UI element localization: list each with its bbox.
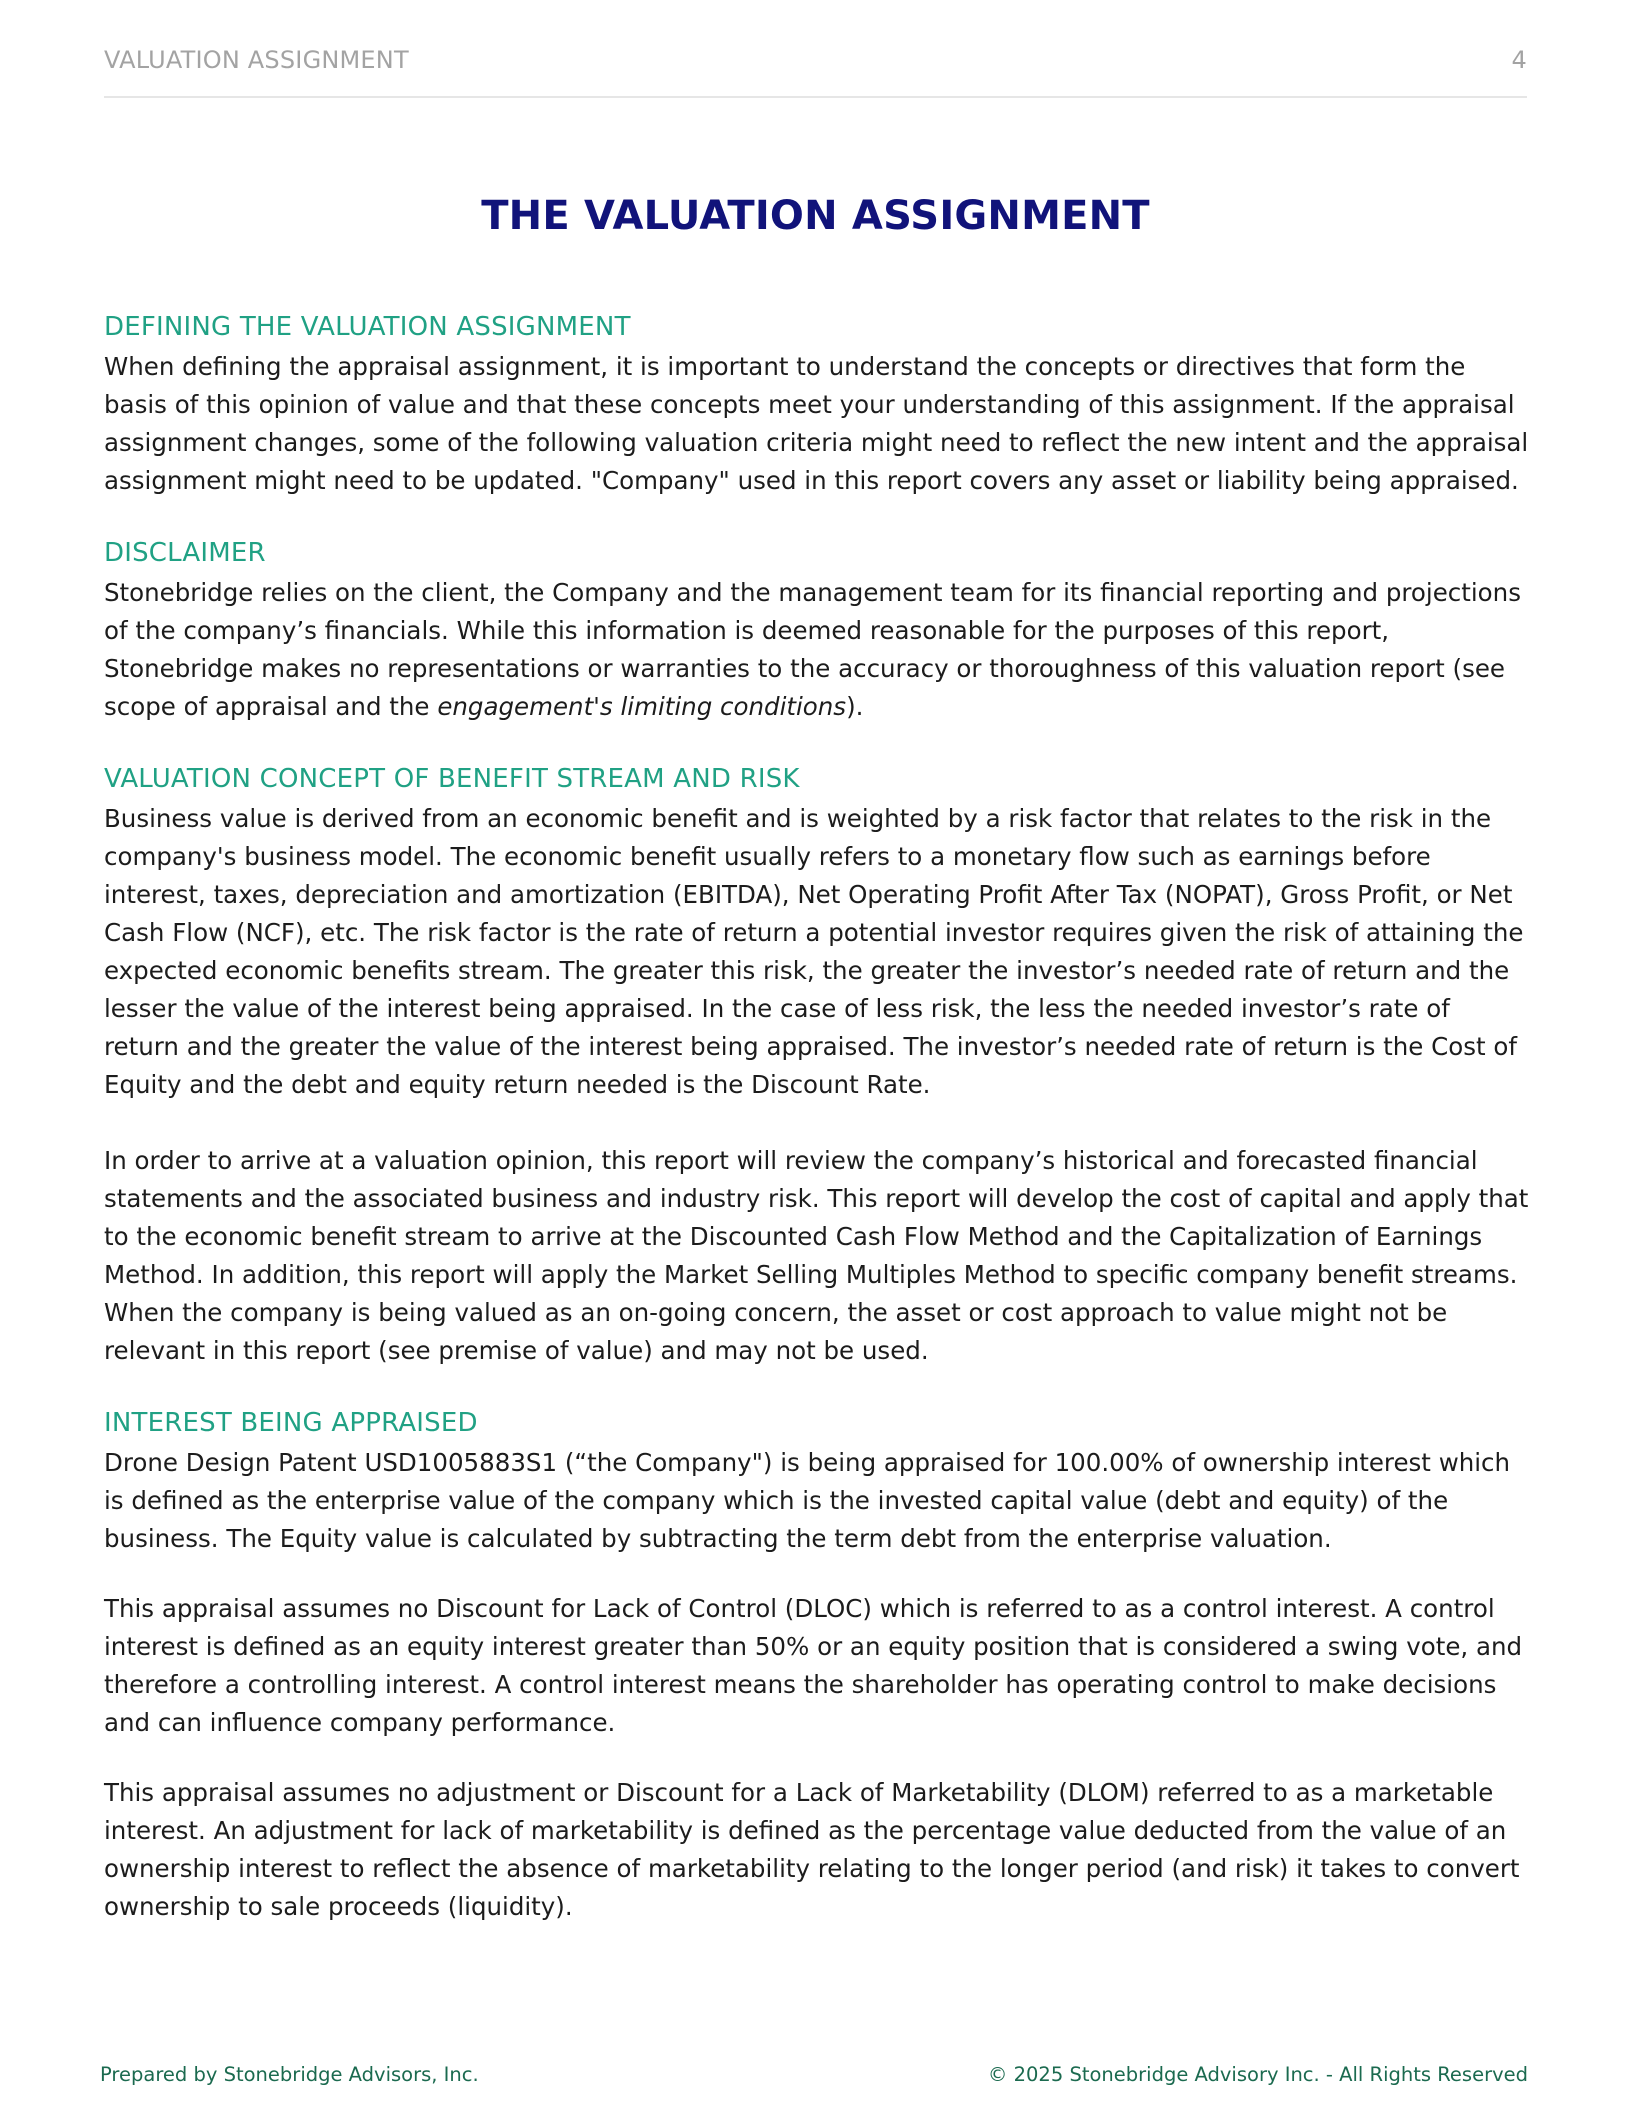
section-heading: INTEREST BEING APPRAISED [104,1408,478,1438]
paragraph-text: Stonebridge relies on the client, the Company and the management team for its financial reporting and projections of the company’s financials. While this information is deemed reasonable for the purposes of this report, Stonebridge makes no representations or warranties to the accuracy or thoroughness of this valuation report (see scope of appraisal and the [104,578,1521,721]
page-title: THE VALUATION ASSIGNMENT [481,193,1150,239]
limiting-conditions-emphasis: engagement's limiting conditions [437,692,847,721]
section-heading: DISCLAIMER [104,538,266,568]
paragraph: This appraisal assumes no adjustment or Discount for a Lack of Marketability (DLOM) referred to as a marketable interest. An adjustment for lack of marketability is defined as the percentage value deducted from the value of an ownership interest to reflect the absence of marketability relating to the longer period (and risk) it takes to convert ownership to sale proceeds (liquidity). [104,1778,1520,1921]
header-section-label: VALUATION ASSIGNMENT [104,46,409,74]
paragraph: Business value is derived from an economic benefit and is weighted by a risk factor that relates to the risk in the company's business model. The economic benefit usually refers to a monetary flow such as earnings before interest, taxes, depreciation and amortization (EBITDA), Net Operating Profit After Tax (NOPAT), Gross Profit, or Net Cash Flow (NCF), etc. The risk factor is the rate of return a potential investor requires given the risk of attaining the expected economic benefits stream. The greater this risk, the greater the investor’s needed rate of return and the lesser the value of the interest being appraised. In the case of less risk, the less the needed investor’s rate of return and the greater the value of the interest being appraised. The investor’s needed rate of return is the Cost of Equity and the debt and equity return needed is the Discount Rate. [104,804,1524,1099]
paragraph: When defining the appraisal assignment, it is important to understand the concepts or directives that form the basis of this opinion of value and that these concepts meet your understanding of this assignment. If the appraisal assignment changes, some of the following valuation criteria might need to reflect the new intent and the appraisal assignment might need to be updated. "Company" used in this report covers any asset or liability being appraised. [104,352,1529,495]
section-interest-appraised [104,1402,1530,1926]
section-disclaimer [104,532,1530,726]
paragraph-text: ). [846,692,864,721]
paragraph [104,574,1530,726]
section-benefit-stream-risk [104,758,1530,1370]
section-heading: DEFINING THE VALUATION ASSIGNMENT [104,312,631,342]
footer-prepared-by: Prepared by Stonebridge Advisors, Inc. [100,2063,479,2086]
page-number: 4 [1511,46,1527,74]
section-defining [104,306,1530,500]
section-heading: VALUATION CONCEPT OF BENEFIT STREAM AND RISK [104,764,800,794]
footer-copyright: © 2025 Stonebridge Advisory Inc. - All Rights Reserved [987,2063,1528,2086]
page-footer [100,2063,1528,2086]
paragraph: This appraisal assumes no Discount for Lack of Control (DLOC) which is referred to as a control interest. A control interest is defined as an equity interest greater than 50% or an equity position that is considered a swing vote, and therefore a controlling interest. A control interest means the shareholder has operating control to make decisions and can influence company performance. [104,1594,1523,1737]
running-header [104,46,1527,98]
main-content [104,306,1530,1926]
paragraph: In order to arrive at a valuation opinion, this report will review the company’s historical and forecasted financial statements and the associated business and industry risk. This report will develop the cost of capital and apply that to the economic benefit stream to arrive at the Discounted Cash Flow Method and the Capitalization of Earnings Method. In addition, this report will apply the Market Selling Multiples Method to specific company benefit streams. When the company is being valued as an on-going concern, the asset or cost approach to value might not be relevant in this report (see premise of value) and may not be used. [104,1146,1529,1365]
paragraph: Drone Design Patent USD1005883S1 (“the Company") is being appraised for 100.00% of ownership interest which is defined as the enterprise value of the company which is the invested capital value (debt and equity) of the business. The Equity value is calculated by subtracting the term debt from the enterprise valuation. [104,1448,1511,1553]
